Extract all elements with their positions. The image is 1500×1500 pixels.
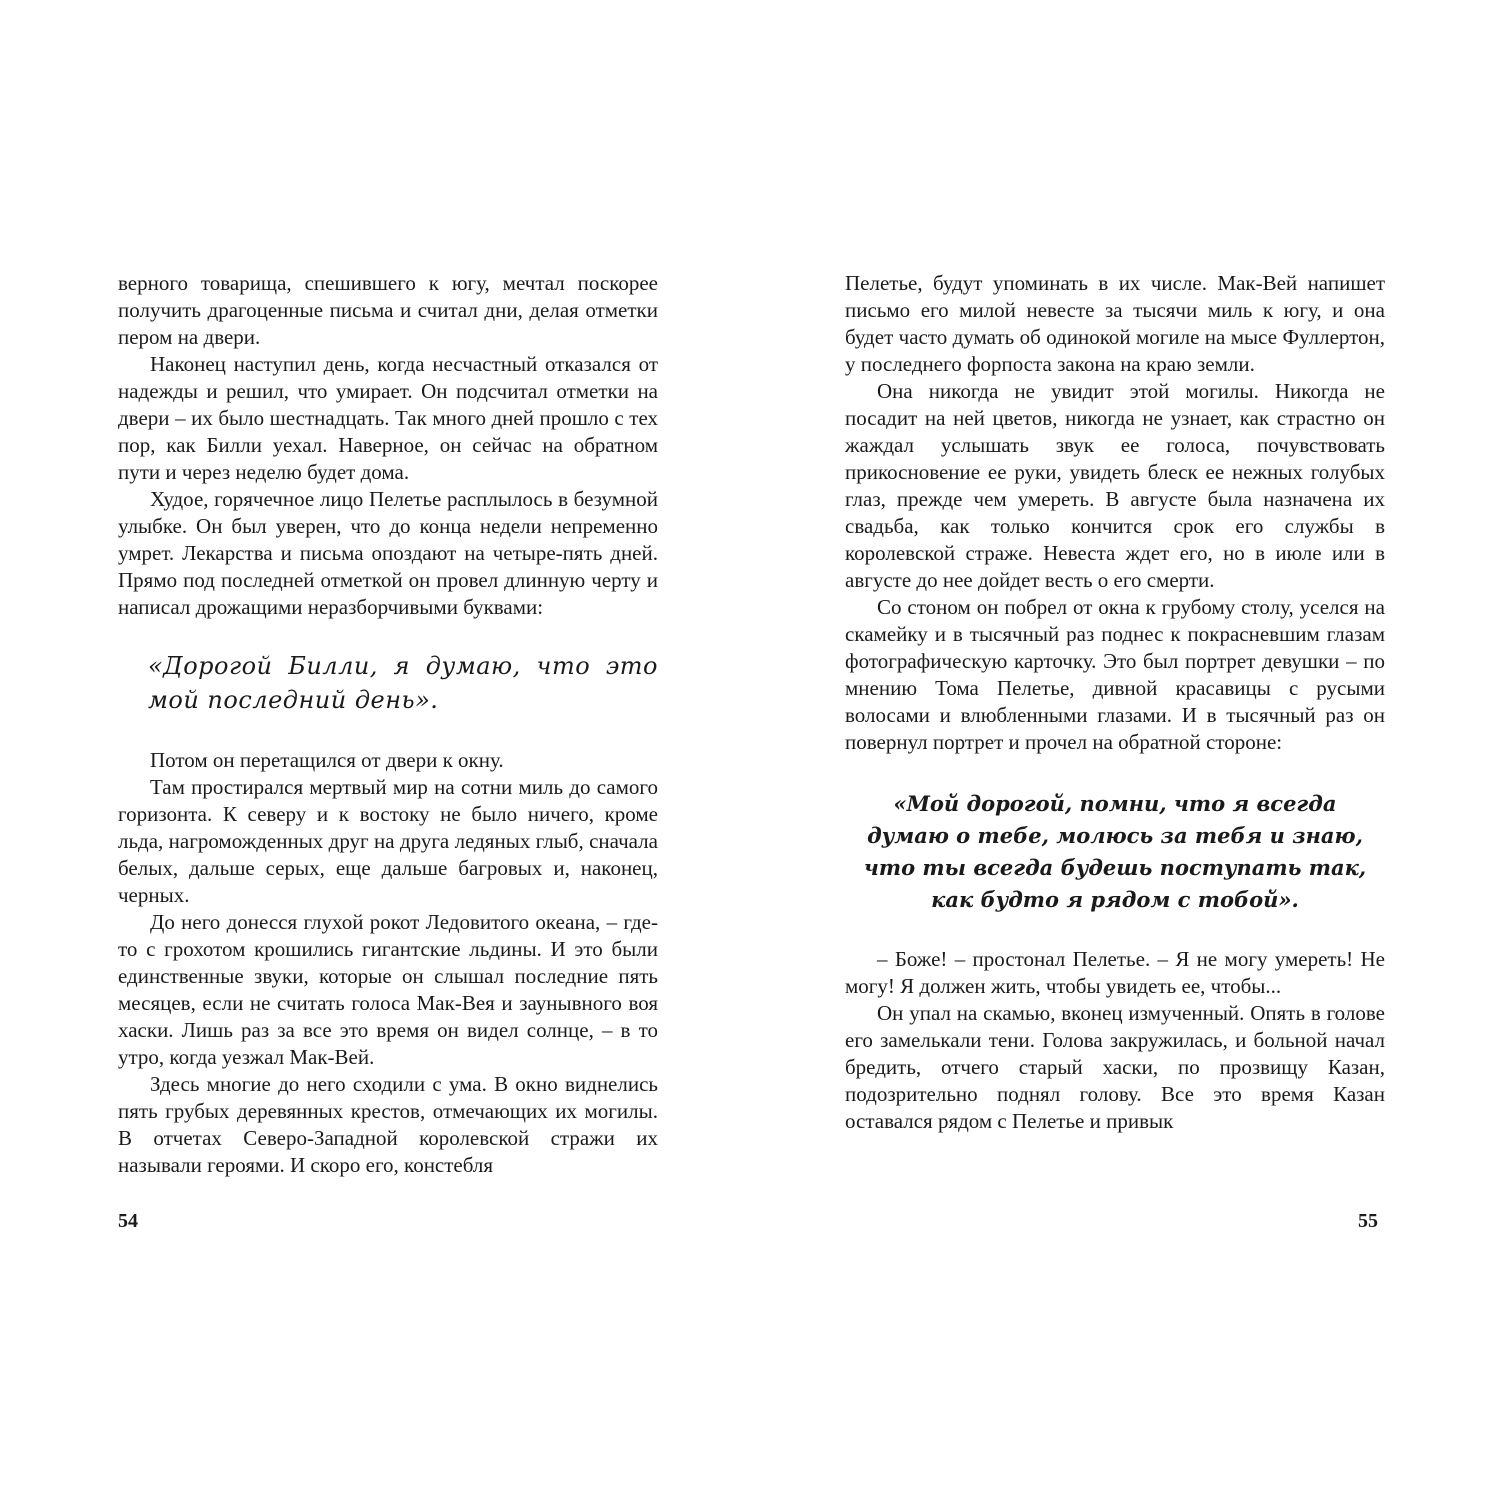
right-paragraph-3: Со стоном он побрел от окна к грубому столу, уселся на скамейку и в тысячный раз поднес к покрасневшим глазам фотографическую карточку. Это был портрет девушки – по мнению Тома Пелетье, дивной красавицы с русыми волосами и влюбленными глазами. И в тысячный раз он повернул портрет и прочел на обратной стороне: xyxy=(845,595,1385,754)
handwritten-note: «Дорогой Билли, я думаю, что это мой последний день». xyxy=(148,652,658,714)
left-page xyxy=(118,270,658,1179)
left-paragraph-7: Здесь многие до него сходили с ума. В окно виднелись пять грубых деревянных крестов, отмечающих их могилы. В отчетах Северо-Западной королевской стражи их называли героями. И скоро его, констебля xyxy=(118,1072,658,1177)
right-page xyxy=(845,270,1385,1135)
page-number-left: 54 xyxy=(118,1210,138,1232)
right-paragraph-4: – Боже! – простонал Пелетье. – Я не могу умереть! Не могу! Я должен жить, чтобы увидеть ее, чтобы... xyxy=(845,947,1385,998)
right-paragraph-1: Пелетье, будут упоминать в их числе. Мак-Вей напишет письмо его милой невесте за тысячи миль к югу, и она будет часто думать об одинокой могиле на мысе Фуллертон, у последнего форпоста закона на краю земли. xyxy=(845,271,1385,376)
left-paragraph-1: верного товарища, спешившего к югу, мечтал поскорее получить драгоценные письма и считал дни, делая отметки пером на двери. xyxy=(118,271,658,349)
inscription-line-3: что ты всегда будешь поступать так, xyxy=(863,855,1367,880)
left-paragraph-3: Худое, горячечное лицо Пелетье расплылось в безумной улыбке. Он был уверен, что до конца недели непременно умрет. Лекарства и письма опоздают на четыре-пять дней. Прямо под последней отметкой он провел длинную черту и написал дрожащими неразборчивыми буквами: xyxy=(118,487,658,619)
right-paragraph-2: Она никогда не увидит этой могилы. Никогда не посадит на ней цветов, никогда не узнает, как страстно он жаждал услышать звук ее голоса, почувствовать прикосновение ее руки, увидеть блеск ее нежных голубых глаз, прежде чем умереть. В августе была назначена их свадьба, как только кончится срок его службы в королевской страже. Невеста ждет его, но в июле или в августе до нее дойдет весть о его смерти. xyxy=(845,379,1385,592)
left-paragraph-6: До него донесся глухой рокот Ледовитого океана, – где-то с грохотом крошились гигантские льдины. И это были единственные звуки, которые он слышал последние пять месяцев, если не считать голоса Мак-Вея и заунывного воя хаски. Лишь раз за все это время он видел солнце, – в то утро, когда уезжал Мак-Вей. xyxy=(118,910,658,1069)
left-paragraph-2: Наконец наступил день, когда несчастный отказался от надежды и решил, что умирает. Он подсчитал отметки на двери – их было шестнадцать. Так много дней прошло с тех пор, как Билли уехал. Наверное, он сейчас на обратном пути и через неделю будет дома. xyxy=(118,352,658,484)
photo-inscription xyxy=(845,788,1385,916)
left-paragraph-5: Там простирался мертвый мир на сотни миль до самого горизонта. К северу и к востоку не было ничего, кроме льда, нагроможденных друг на друга ледяных глыб, сначала белых, дальше серых, еще дальше багровых и, наконец, черных. xyxy=(118,775,658,907)
inscription-line-4: как будто я рядом с тобой». xyxy=(931,887,1299,912)
inscription-line-1: «Мой дорогой, помни, что я всегда xyxy=(893,791,1337,816)
page-number-right: 55 xyxy=(1358,1210,1378,1232)
right-paragraph-5: Он упал на скамью, вконец измученный. Опять в голове его замелькали тени. Голова закружилась, и больной начал бредить, отчего старый хаски, по прозвищу Казан, подозрительно поднял голову. Все это время Казан оставался рядом с Пелетье и привык xyxy=(845,1001,1385,1133)
inscription-line-2: думаю о тебе, молюсь за тебя и знаю, xyxy=(867,823,1363,848)
left-paragraph-4: Потом он перетащился от двери к окну. xyxy=(150,748,504,772)
